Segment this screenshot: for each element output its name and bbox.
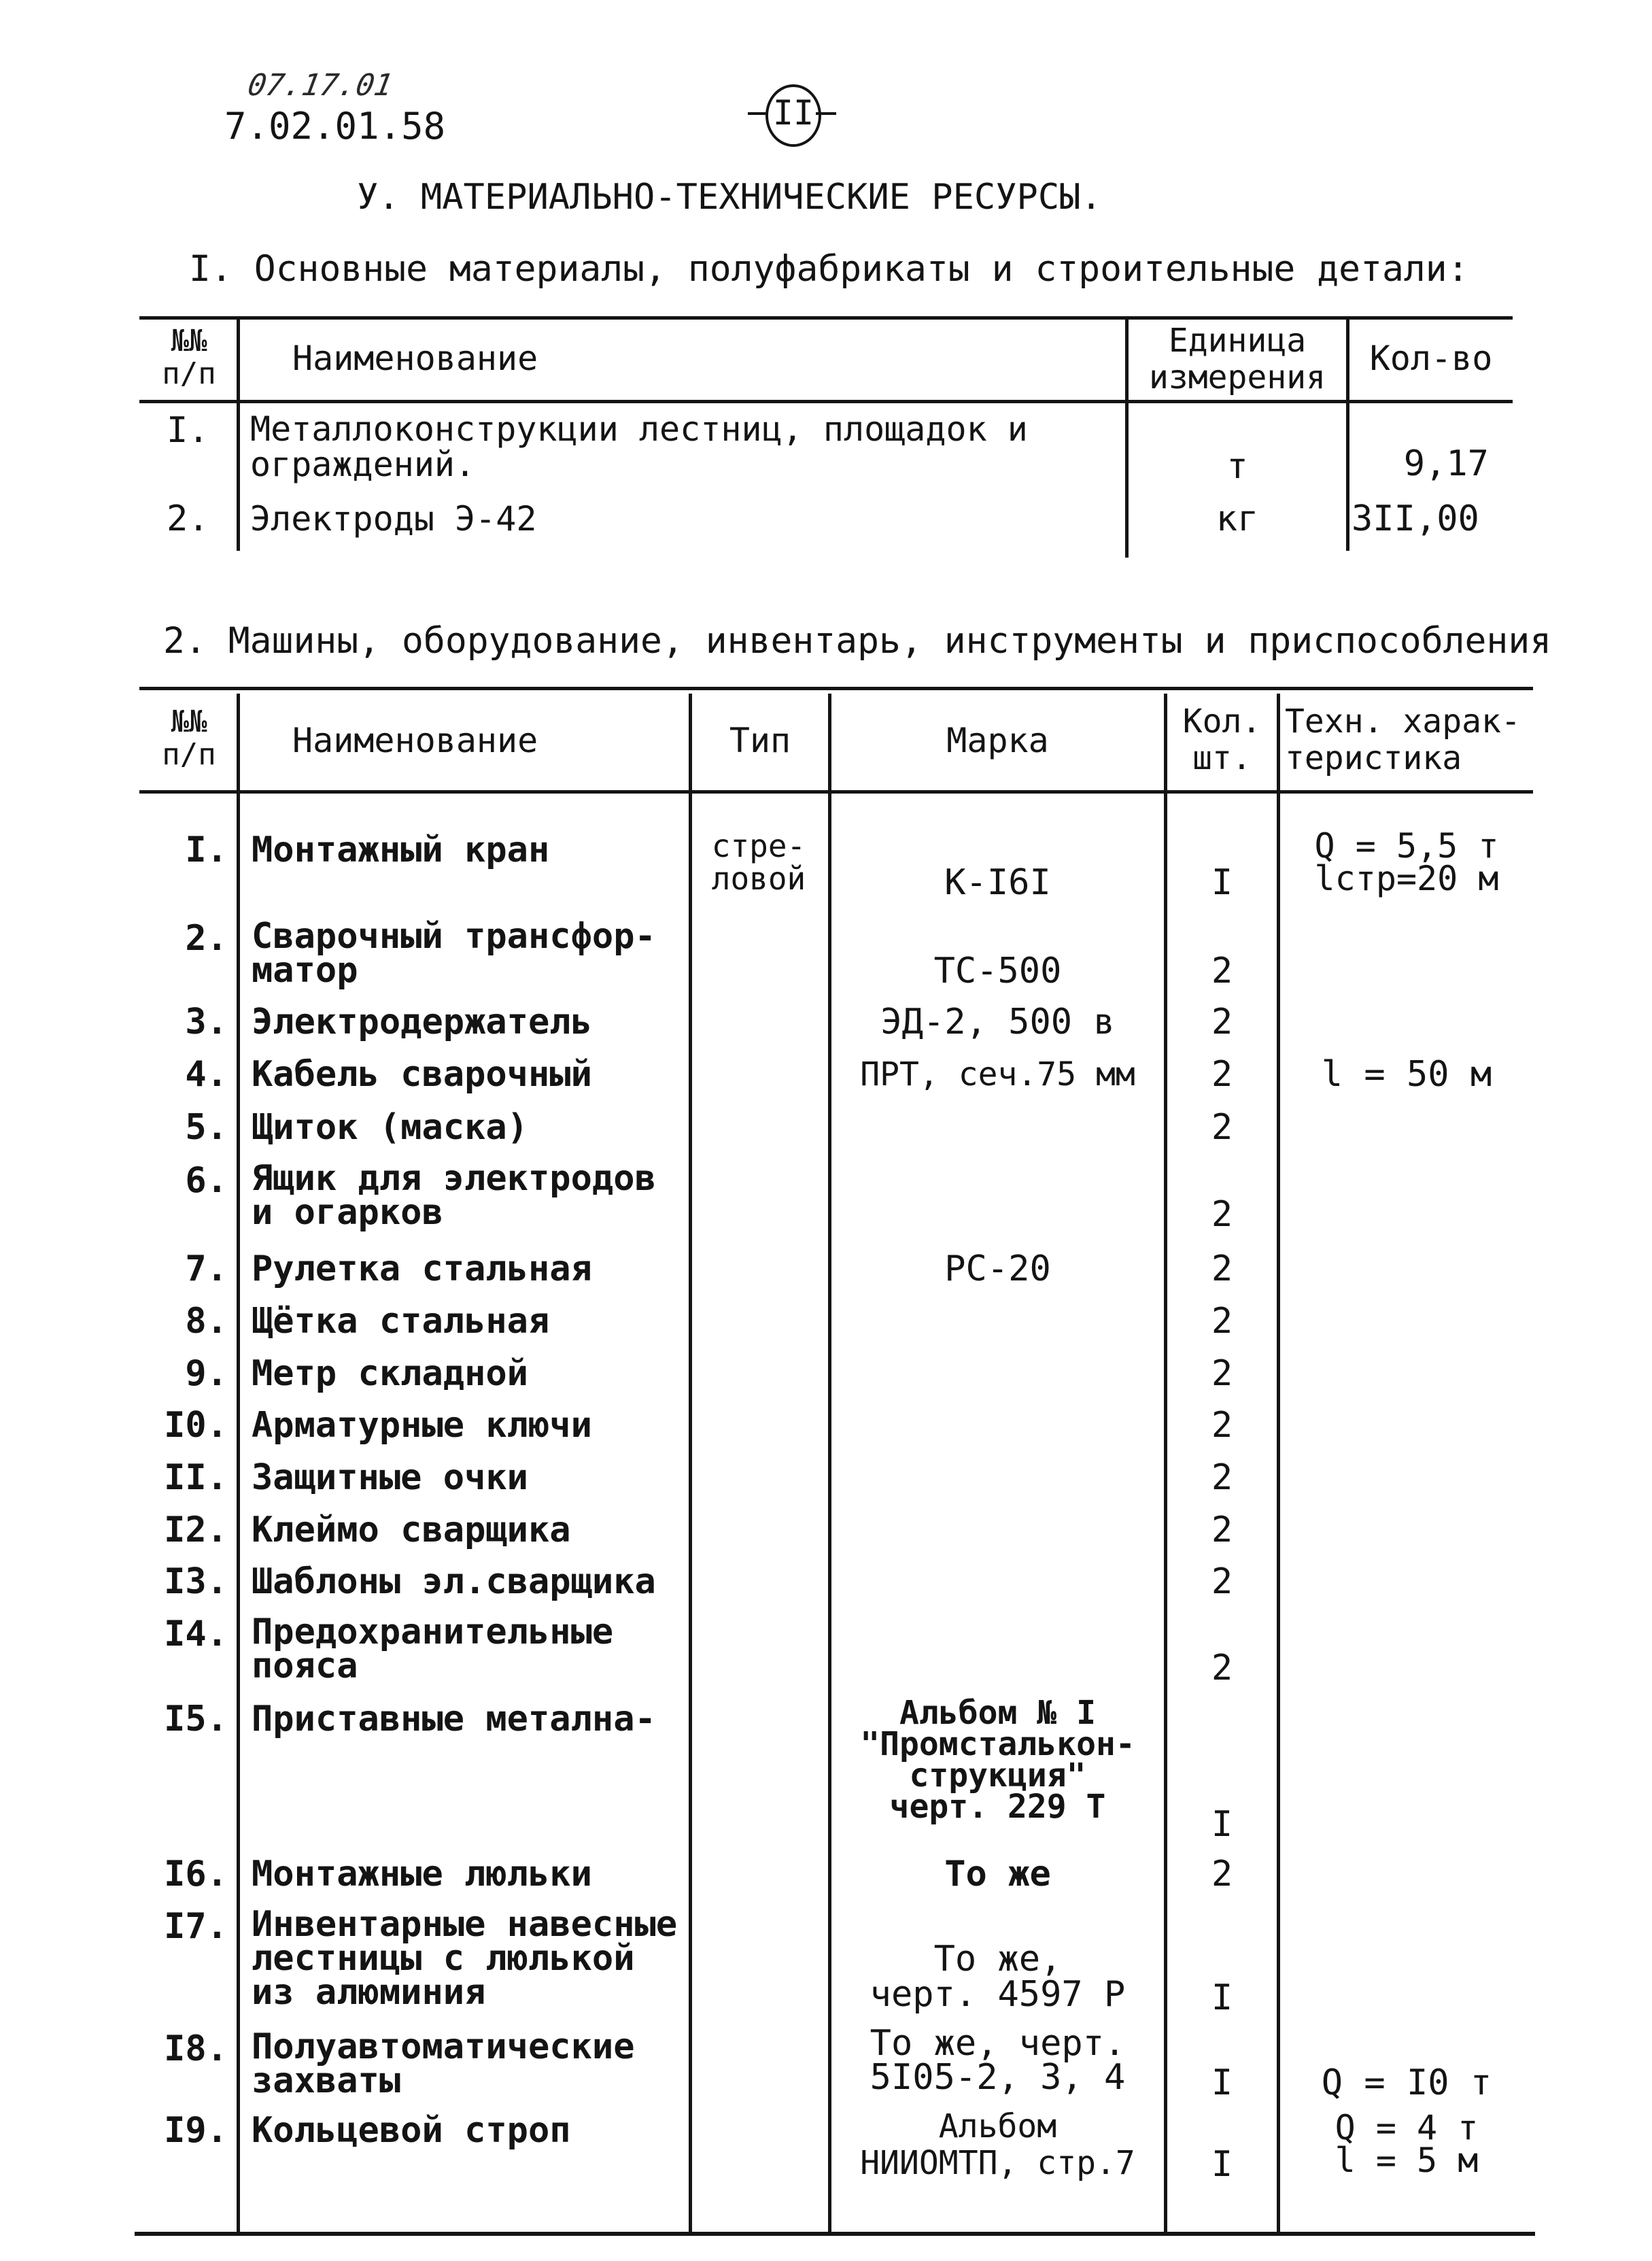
machines-row-spec: Q = I0 т	[1321, 2062, 1492, 2103]
materials-table-top-rule	[139, 316, 1513, 320]
machines-row-num: 2.	[185, 918, 228, 959]
machines-header-qty: Кол. шт.	[1182, 702, 1262, 777]
machines-row-qty: I	[1211, 1804, 1233, 1845]
machines-row-mark: ЭД-2, 500 в	[880, 1002, 1115, 1042]
machines-row-num: 9.	[185, 1353, 228, 1394]
machines-row-name: Монтажный кран	[252, 830, 550, 870]
machines-row-qty: 2	[1211, 1248, 1233, 1289]
machines-row-mark: ТС-500	[933, 951, 1062, 991]
machines-row-qty: 2	[1211, 1457, 1233, 1498]
page-number: II	[772, 93, 814, 133]
machines-row-name: Монтажные люльки	[252, 1854, 592, 1894]
machines-table-bottom-rule	[135, 2232, 1535, 2236]
materials-row-name: Электроды Э-42	[250, 499, 537, 539]
materials-row-num: 2.	[167, 498, 209, 539]
machines-col-divider-5	[1277, 694, 1280, 2232]
machines-row-name: Полуавтоматические захваты	[252, 2026, 635, 2101]
machines-header-num: №№ п/п	[162, 704, 216, 772]
materials-heading: I. Основные материалы, полуфабрикаты и строительные детали:	[189, 248, 1469, 290]
materials-row-qty: 9,17	[1403, 443, 1489, 484]
machines-row-mark: Альбом НИИОМТП, стр.7	[860, 2107, 1135, 2182]
machines-table-header-rule	[139, 790, 1533, 794]
machines-row-num: I3.	[164, 1561, 228, 1602]
machines-row-mark: То же	[944, 1854, 1051, 1894]
machines-row-spec: l = 50 м	[1321, 1054, 1492, 1095]
machines-row-qty: 2	[1211, 1107, 1233, 1148]
machines-row-num: I0.	[164, 1405, 228, 1446]
machines-row-qty: 2	[1211, 1648, 1233, 1688]
machines-row-name: Щиток (маска)	[252, 1107, 528, 1148]
machines-header-type: Тип	[729, 721, 791, 760]
machines-row-num: I4.	[164, 1614, 228, 1654]
machines-row-num: I2.	[164, 1510, 228, 1550]
machines-row-name: Сварочный трансфор- матор	[252, 916, 656, 991]
machines-row-name: Арматурные ключи	[252, 1405, 592, 1446]
machines-row-num: 5.	[185, 1107, 228, 1148]
machines-row-qty: 2	[1211, 1002, 1233, 1042]
machines-row-name: Ящик для электродов и огарков	[252, 1158, 656, 1233]
machines-row-mark: То же, черт. 4597 Р	[870, 1939, 1126, 2015]
machines-row-name: Инвентарные навесные лестницы с люлькой из алюминия	[252, 1904, 678, 2013]
materials-header-unit: Единица измерения	[1148, 322, 1326, 396]
machines-row-qty: 2	[1211, 951, 1233, 991]
machines-row-num: 6.	[185, 1160, 228, 1201]
machines-row-qty: I	[1211, 862, 1233, 903]
machines-row-mark: ПРТ, сеч.75 мм	[860, 1055, 1135, 1093]
machines-row-type: стре- ловой	[711, 828, 806, 897]
machines-header-name: Наименование	[292, 721, 538, 760]
machines-row-mark: РС-20	[944, 1248, 1051, 1289]
section-title: У. МАТЕРИАЛЬНО-ТЕХНИЧЕСКИЕ РЕСУРСЫ.	[357, 177, 1102, 218]
machines-table-top-rule	[139, 687, 1533, 690]
machines-row-name: Метр складной	[252, 1353, 528, 1394]
machines-row-qty: 2	[1211, 1353, 1233, 1394]
machines-row-num: 3.	[185, 1002, 228, 1042]
machines-row-qty: 2	[1211, 1510, 1233, 1550]
materials-header-qty: Кол-во	[1369, 339, 1493, 378]
machines-row-name: Клеймо сварщика	[252, 1510, 571, 1550]
materials-header-num: №№ п/п	[162, 324, 216, 391]
machines-row-qty: I	[1211, 2144, 1233, 2185]
machines-row-num: I8.	[164, 2028, 228, 2069]
materials-row-qty: 3II,00	[1352, 498, 1479, 539]
materials-row-unit: кг	[1216, 498, 1259, 539]
materials-row-num: I.	[167, 410, 209, 451]
machines-col-divider-1	[237, 694, 240, 2232]
machines-row-name: Защитные очки	[252, 1457, 528, 1498]
machines-row-name: Кабель сварочный	[252, 1054, 592, 1095]
materials-header-name: Наименование	[292, 339, 538, 378]
machines-row-mark: Альбом № I "Промсталькон- струкция" черт. 229 Т	[860, 1694, 1135, 1826]
machines-row-qty: I	[1211, 2062, 1233, 2103]
machines-row-qty: 2	[1211, 1301, 1233, 1342]
machines-row-num: I9.	[164, 2110, 228, 2151]
machines-row-name: Щётка стальная	[252, 1301, 550, 1342]
materials-row-unit: т	[1226, 446, 1248, 487]
machines-row-num: I5.	[164, 1699, 228, 1739]
machines-col-divider-2	[689, 694, 692, 2232]
machines-row-num: 7.	[185, 1248, 228, 1289]
machines-row-num: 4.	[185, 1054, 228, 1095]
machines-row-name: Приставные метална-	[252, 1699, 656, 1739]
machines-row-num: I.	[185, 830, 228, 870]
materials-table-header-rule	[139, 400, 1513, 403]
machines-row-spec: Q = 5,5 т lстр=20 м	[1314, 826, 1499, 898]
machines-header-spec: Техн. харак- теристика	[1285, 702, 1521, 777]
machines-row-num: 8.	[185, 1301, 228, 1342]
machines-row-qty: 2	[1211, 1194, 1233, 1235]
machines-row-mark: То же, черт. 5I05-2, 3, 4	[870, 2023, 1126, 2098]
machines-row-qty: 2	[1211, 1854, 1233, 1894]
machines-heading: 2. Машины, оборудование, инвентарь, инструменты и приспособления	[163, 620, 1552, 662]
materials-row-name: Металлоконструкции лестниц, площадок и ограждений.	[250, 409, 1028, 484]
machines-row-name: Предохранительные пояса	[252, 1612, 614, 1686]
machines-row-name: Электродержатель	[252, 1002, 592, 1042]
machines-row-qty: 2	[1211, 1405, 1233, 1446]
machines-row-num: I6.	[164, 1854, 228, 1894]
machines-row-mark: К-I6I	[944, 862, 1051, 903]
machines-row-qty: 2	[1211, 1561, 1233, 1602]
handwritten-code: 07.17.01	[245, 68, 396, 103]
page-number-badge	[748, 76, 836, 151]
machines-header-mark: Марка	[946, 721, 1049, 760]
machines-row-name: Шаблоны эл.сварщика	[252, 1561, 656, 1602]
document-code: 7.02.01.58	[224, 105, 446, 148]
machines-row-spec: Q = 4 т l = 5 м	[1335, 2108, 1479, 2180]
machines-row-num: II.	[164, 1457, 228, 1498]
machines-row-num: I7.	[164, 1906, 228, 1947]
machines-row-name: Кольцевой строп	[252, 2110, 571, 2151]
machines-row-name: Рулетка стальная	[252, 1248, 592, 1289]
machines-row-qty: I	[1211, 1977, 1233, 2018]
materials-col-divider-1	[237, 316, 240, 551]
machines-row-qty: 2	[1211, 1054, 1233, 1095]
